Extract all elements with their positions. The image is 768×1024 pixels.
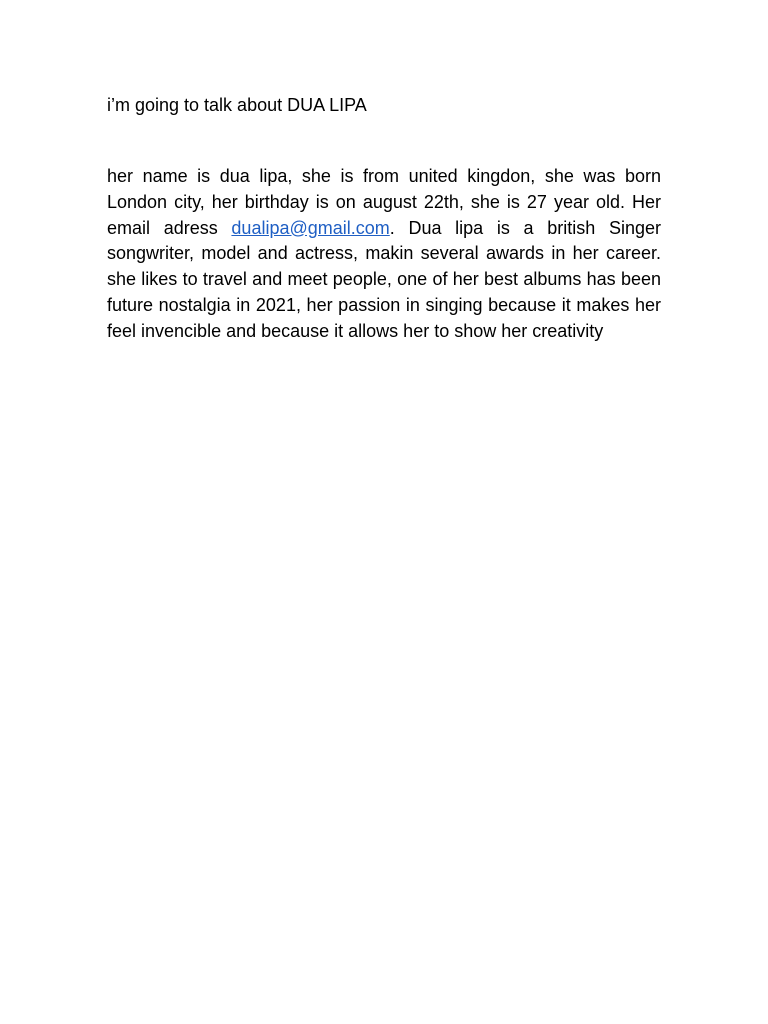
email-link[interactable]: dualipa@gmail.com: [231, 217, 390, 238]
paragraph-text-part1: her name is dua lipa, she is from united kingdon, she was born London city, her birthday is on august 22th, she is 27 year old. Her email adress: [107, 166, 661, 238]
paragraph-text-part2: . Dua lipa is a british Singer songwriter, model and actress, makin several awards in her career. she likes to travel and meet people, one of her best albums has been future nostalgia in 2021, her passion in singing because it makes her feel invencible and because it allows her to show her creativity: [107, 217, 661, 341]
document-heading: i’m going to talk about DUA LIPA: [107, 95, 367, 115]
body-paragraph: [107, 164, 661, 345]
